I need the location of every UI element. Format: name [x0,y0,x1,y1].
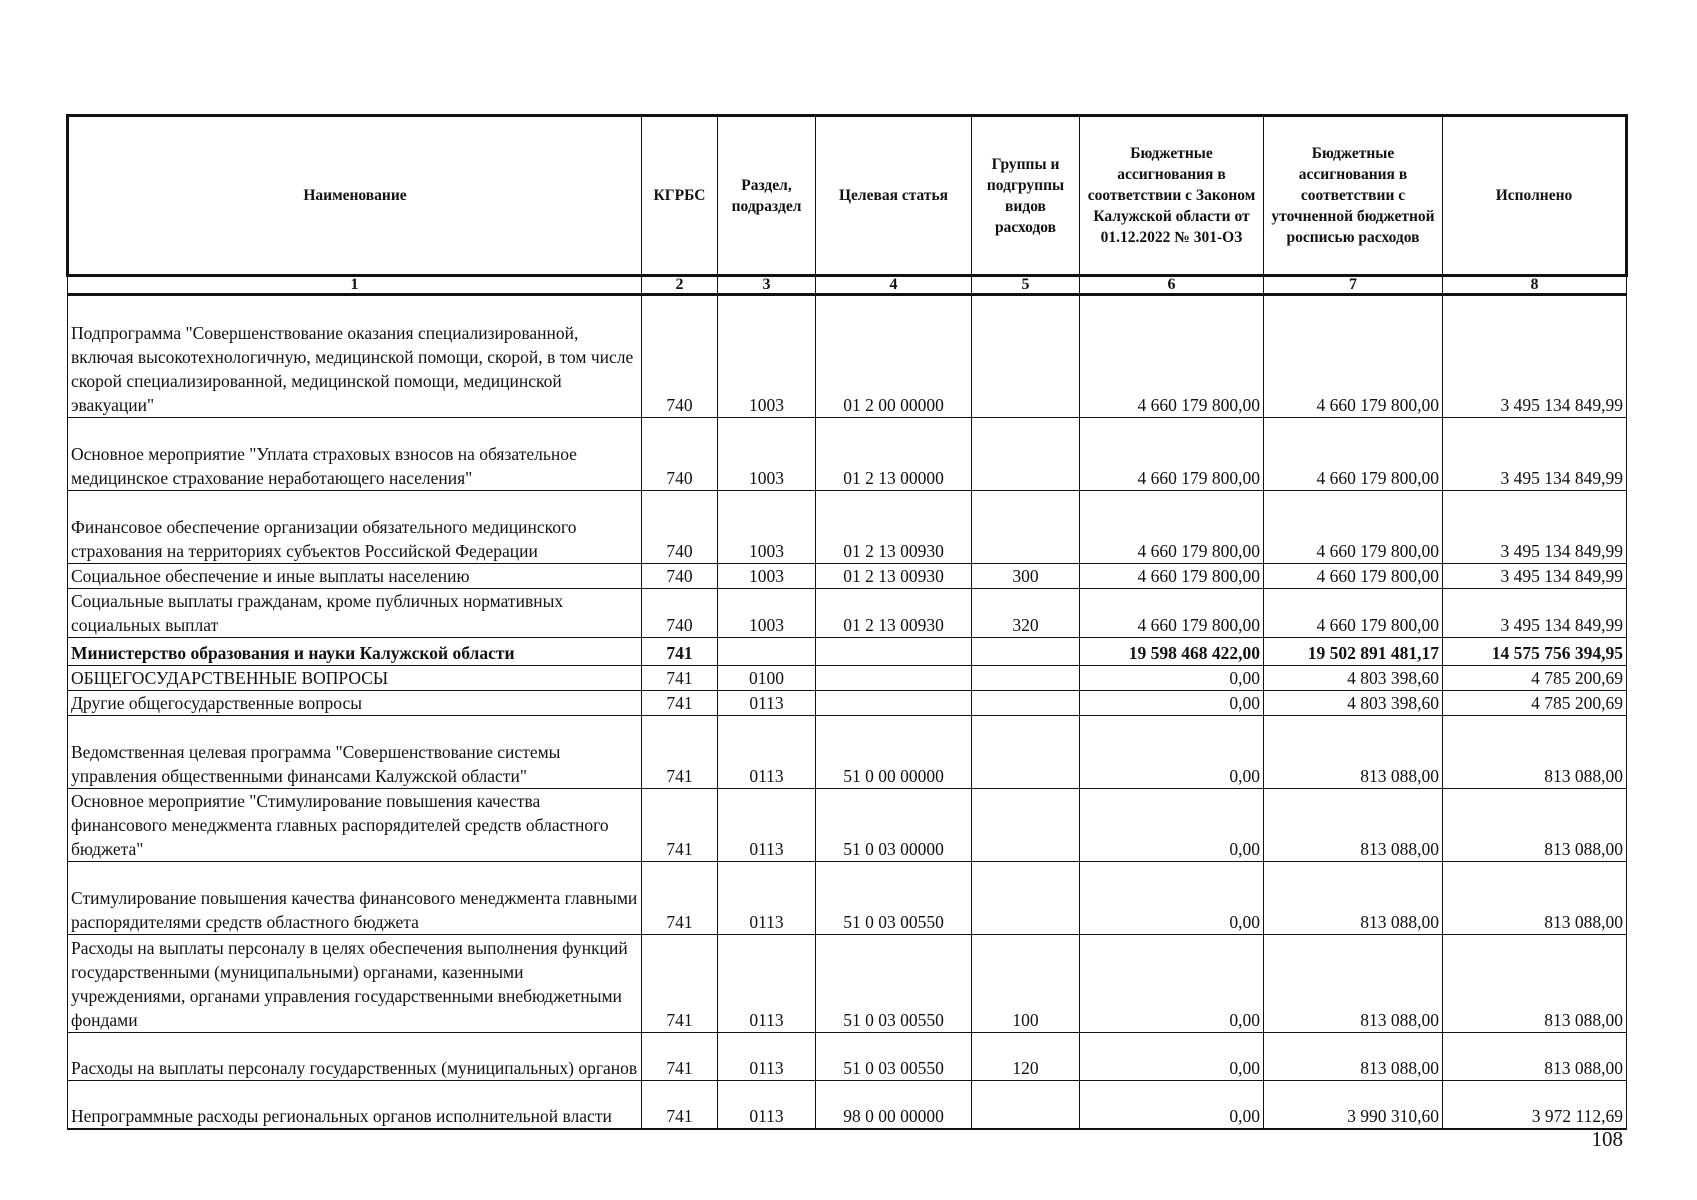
table-row [68,295,1627,418]
row-section-cell: 0113 [718,935,816,1033]
row-name-cell: Финансовое обеспечение организации обязательного медицинского страхования на территориях субъектов Российской Федерации [68,491,642,564]
column-number: 6 [1080,276,1264,295]
column-number: 5 [972,276,1080,295]
header-group: Группы и подгруппы видов расходов [972,116,1080,276]
row-name-cell: Непрограммные расходы региональных органов исполнительной власти [68,1081,642,1129]
column-number: 4 [816,276,972,295]
row-kgrbs-cell: 741 [642,789,718,862]
row-name-cell: Ведомственная целевая программа "Совершенствование системы управления общественными финансами Калужской области" [68,716,642,789]
table-row [68,666,1627,691]
row-refined-amount-cell: 813 088,00 [1264,716,1443,789]
row-section-cell: 0113 [718,1081,816,1129]
table-row [68,418,1627,491]
header-name: Наименование [68,116,642,276]
row-executed-amount-cell: 813 088,00 [1443,716,1627,789]
row-section-cell: 0113 [718,716,816,789]
header-section: Раздел, подраздел [718,116,816,276]
row-kgrbs-cell: 740 [642,589,718,638]
row-kgrbs-cell: 740 [642,418,718,491]
row-name-cell: ОБЩЕГОСУДАРСТВЕННЫЕ ВОПРОСЫ [68,666,642,691]
row-law-amount-cell: 4 660 179 800,00 [1080,418,1264,491]
table-row [68,691,1627,716]
row-law-amount-cell: 4 660 179 800,00 [1080,491,1264,564]
column-number: 7 [1264,276,1443,295]
row-group-cell [972,691,1080,716]
row-executed-amount-cell: 14 575 756 394,95 [1443,638,1627,666]
row-kgrbs-cell: 741 [642,638,718,666]
table-row [68,716,1627,789]
row-group-cell [972,1081,1080,1129]
table-row [68,862,1627,935]
column-number: 3 [718,276,816,295]
row-target-cell: 01 2 13 00930 [816,491,972,564]
row-section-cell: 0113 [718,862,816,935]
row-law-amount-cell: 0,00 [1080,1033,1264,1081]
table-row [68,564,1627,589]
row-law-amount-cell: 0,00 [1080,862,1264,935]
row-refined-amount-cell: 19 502 891 481,17 [1264,638,1443,666]
row-kgrbs-cell: 741 [642,862,718,935]
row-group-cell [972,295,1080,418]
header-law-appropriations: Бюджетные ассигнования в соответствии с Законом Калужской области от 01.12.2022 № 301-ОЗ [1080,116,1264,276]
table-row [68,638,1627,666]
row-law-amount-cell: 0,00 [1080,1081,1264,1129]
row-section-cell: 1003 [718,418,816,491]
row-refined-amount-cell: 4 660 179 800,00 [1264,418,1443,491]
header-executed: Исполнено [1443,116,1627,276]
row-target-cell: 01 2 13 00930 [816,589,972,638]
row-group-cell [972,666,1080,691]
table-row [68,491,1627,564]
page-number: 108 [1591,1127,1623,1151]
row-group-cell: 120 [972,1033,1080,1081]
row-executed-amount-cell: 813 088,00 [1443,862,1627,935]
row-group-cell [972,638,1080,666]
row-executed-amount-cell: 4 785 200,69 [1443,666,1627,691]
row-target-cell: 01 2 13 00930 [816,564,972,589]
row-executed-amount-cell: 813 088,00 [1443,935,1627,1033]
row-law-amount-cell: 4 660 179 800,00 [1080,564,1264,589]
row-law-amount-cell: 0,00 [1080,666,1264,691]
row-name-cell: Социальное обеспечение и иные выплаты населению [68,564,642,589]
row-section-cell: 0100 [718,666,816,691]
row-law-amount-cell: 0,00 [1080,716,1264,789]
row-refined-amount-cell: 4 660 179 800,00 [1264,491,1443,564]
row-law-amount-cell: 19 598 468 422,00 [1080,638,1264,666]
row-executed-amount-cell: 3 972 112,69 [1443,1081,1627,1129]
header-refined-appropriations: Бюджетные ассигнования в соответствии с уточненной бюджетной росписью расходов [1264,116,1443,276]
row-kgrbs-cell: 741 [642,666,718,691]
column-number: 1 [68,276,642,295]
row-section-cell: 0113 [718,789,816,862]
row-target-cell [816,666,972,691]
row-section-cell [718,638,816,666]
row-name-cell: Стимулирование повышения качества финансового менеджмента главными распорядителями средств областного бюджета [68,862,642,935]
row-name-cell: Подпрограмма "Совершенствование оказания специализированной, включая высокотехнологичную, медицинской помощи, скорой, в том числе скорой специализированной, медицинской помощи, медицинской эвакуации" [68,295,642,418]
row-name-cell: Социальные выплаты гражданам, кроме публичных нормативных социальных выплат [68,589,642,638]
row-refined-amount-cell: 3 990 310,60 [1264,1081,1443,1129]
row-executed-amount-cell: 4 785 200,69 [1443,691,1627,716]
row-target-cell: 51 0 03 00550 [816,862,972,935]
table-body [68,295,1627,1129]
row-group-cell [972,418,1080,491]
row-kgrbs-cell: 741 [642,1081,718,1129]
row-section-cell: 0113 [718,691,816,716]
row-executed-amount-cell: 3 495 134 849,99 [1443,295,1627,418]
row-law-amount-cell: 0,00 [1080,935,1264,1033]
row-executed-amount-cell: 813 088,00 [1443,1033,1627,1081]
row-refined-amount-cell: 4 660 179 800,00 [1264,589,1443,638]
row-target-cell [816,638,972,666]
row-name-cell: Расходы на выплаты персоналу государственных (муниципальных) органов [68,1033,642,1081]
budget-table [66,114,1628,1130]
header-target: Целевая статья [816,116,972,276]
row-law-amount-cell: 4 660 179 800,00 [1080,589,1264,638]
row-refined-amount-cell: 813 088,00 [1264,862,1443,935]
table-row [68,935,1627,1033]
table-row [68,1081,1627,1129]
row-section-cell: 1003 [718,491,816,564]
row-section-cell: 0113 [718,1033,816,1081]
row-refined-amount-cell: 813 088,00 [1264,789,1443,862]
row-kgrbs-cell: 741 [642,716,718,789]
row-kgrbs-cell: 740 [642,564,718,589]
row-kgrbs-cell: 741 [642,935,718,1033]
row-refined-amount-cell: 4 803 398,60 [1264,691,1443,716]
row-executed-amount-cell: 813 088,00 [1443,789,1627,862]
row-law-amount-cell: 0,00 [1080,789,1264,862]
row-name-cell: Основное мероприятие "Уплата страховых взносов на обязательное медицинское страхование неработающего населения" [68,418,642,491]
row-group-cell: 100 [972,935,1080,1033]
row-executed-amount-cell: 3 495 134 849,99 [1443,564,1627,589]
table-row [68,789,1627,862]
row-target-cell: 51 0 03 00000 [816,789,972,862]
row-law-amount-cell: 4 660 179 800,00 [1080,295,1264,418]
row-refined-amount-cell: 813 088,00 [1264,1033,1443,1081]
table-row [68,589,1627,638]
row-name-cell: Расходы на выплаты персоналу в целях обеспечения выполнения функций государственными (муниципальными) органами, казенными учреждениями, органами управления государственными внебюджетными фондами [68,935,642,1033]
row-refined-amount-cell: 4 660 179 800,00 [1264,295,1443,418]
column-number: 2 [642,276,718,295]
row-kgrbs-cell: 740 [642,295,718,418]
row-group-cell [972,789,1080,862]
row-executed-amount-cell: 3 495 134 849,99 [1443,589,1627,638]
row-kgrbs-cell: 741 [642,691,718,716]
row-group-cell [972,491,1080,564]
row-group-cell [972,716,1080,789]
table-row [68,1033,1627,1081]
row-target-cell: 98 0 00 00000 [816,1081,972,1129]
row-section-cell: 1003 [718,589,816,638]
row-section-cell: 1003 [718,564,816,589]
row-target-cell: 51 0 00 00000 [816,716,972,789]
header-kgrbs: КГРБС [642,116,718,276]
row-target-cell [816,691,972,716]
column-number: 8 [1443,276,1627,295]
row-group-cell: 300 [972,564,1080,589]
row-executed-amount-cell: 3 495 134 849,99 [1443,418,1627,491]
row-target-cell: 01 2 00 00000 [816,295,972,418]
row-target-cell: 01 2 13 00000 [816,418,972,491]
row-name-cell: Министерство образования и науки Калужской области [68,638,642,666]
row-refined-amount-cell: 813 088,00 [1264,935,1443,1033]
row-kgrbs-cell: 741 [642,1033,718,1081]
row-kgrbs-cell: 740 [642,491,718,564]
row-group-cell: 320 [972,589,1080,638]
row-name-cell: Основное мероприятие "Стимулирование повышения качества финансового менеджмента главных распорядителей средств областного бюджета" [68,789,642,862]
row-refined-amount-cell: 4 803 398,60 [1264,666,1443,691]
row-target-cell: 51 0 03 00550 [816,1033,972,1081]
row-section-cell: 1003 [718,295,816,418]
row-refined-amount-cell: 4 660 179 800,00 [1264,564,1443,589]
row-executed-amount-cell: 3 495 134 849,99 [1443,491,1627,564]
row-law-amount-cell: 0,00 [1080,691,1264,716]
row-name-cell: Другие общегосударственные вопросы [68,691,642,716]
row-group-cell [972,862,1080,935]
row-target-cell: 51 0 03 00550 [816,935,972,1033]
